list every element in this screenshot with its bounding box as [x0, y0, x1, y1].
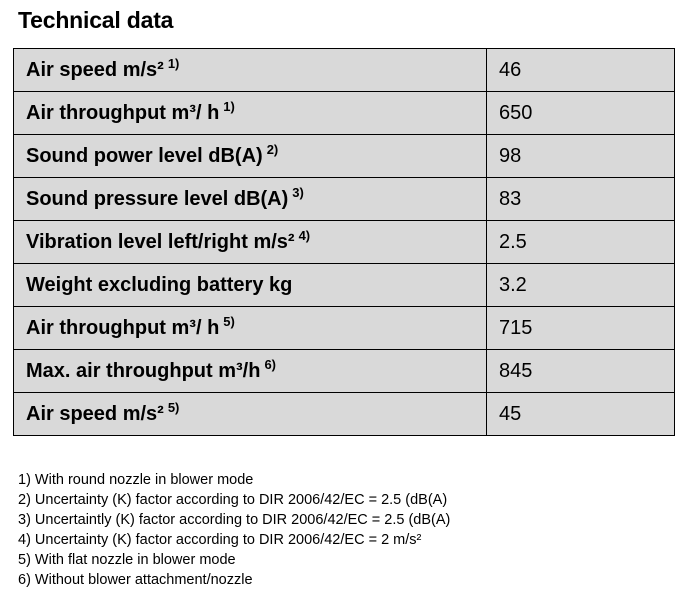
footnote-ref: 4) [298, 227, 311, 243]
row-label: Sound power level dB(A) $^{2)}$ [14, 135, 487, 178]
footnote-ref: 5) [223, 313, 235, 329]
row-label: Air speed m/s² $^{5)}$ [14, 393, 487, 436]
footnote: 6) Without blower attachment/nozzle [18, 572, 253, 588]
footnote-ref: 3) [292, 184, 304, 200]
footnotes [18, 470, 450, 590]
footnote: 3) Uncertaintly (K) factor according to DIR 2006/42/EC = 2.5 (dB(A) [18, 512, 451, 528]
table-row [14, 135, 675, 178]
footnote: 2) Uncertainty (K) factor according to DIR 2006/42/EC = 2.5 (dB(A) [18, 492, 448, 508]
row-value: 83 [487, 178, 675, 221]
row-value: 3.2 [487, 264, 675, 307]
row-value: 2.5 [487, 221, 675, 264]
row-value: 45 [487, 393, 675, 436]
table-row [14, 393, 675, 436]
row-value: 650 [487, 92, 675, 135]
footnote-ref: 5) [167, 399, 180, 415]
technical-data-table [13, 48, 675, 436]
table-row [14, 221, 675, 264]
footnote-ref: 1) [223, 98, 235, 114]
row-label: Vibration level left/right m/s² $^{4)}$ [14, 221, 487, 264]
footnote-ref: 6) [264, 356, 276, 372]
table-row [14, 350, 675, 393]
footnote: 4) Uncertainty (K) factor according to DIR 2006/42/EC = 2 m/s² [18, 532, 422, 548]
row-label: Weight excluding battery kg [14, 264, 487, 307]
row-value: 98 [487, 135, 675, 178]
row-label: Air speed m/s² $^{1)}$ [14, 49, 487, 92]
footnote-ref: 1) [167, 55, 180, 71]
row-label: Air throughput m³/ h $^{1)}$ [14, 92, 487, 135]
table-row [14, 178, 675, 221]
row-label: Max. air throughput m³/h $^{6)}$ [14, 350, 487, 393]
table-row [14, 264, 675, 307]
table-row [14, 307, 675, 350]
table-row [14, 49, 675, 92]
page-title: Technical data [18, 7, 174, 33]
row-value: 845 [487, 350, 675, 393]
table-row [14, 92, 675, 135]
row-label: Sound pressure level dB(A) $^{3)}$ [14, 178, 487, 221]
row-label: Air throughput m³/ h $^{5)}$ [14, 307, 487, 350]
footnote-ref: 2) [266, 141, 279, 157]
footnote: 1) With round nozzle in blower mode [18, 472, 254, 488]
footnote: 5) With flat nozzle in blower mode [18, 552, 236, 568]
row-value: 46 [487, 49, 675, 92]
row-value: 715 [487, 307, 675, 350]
